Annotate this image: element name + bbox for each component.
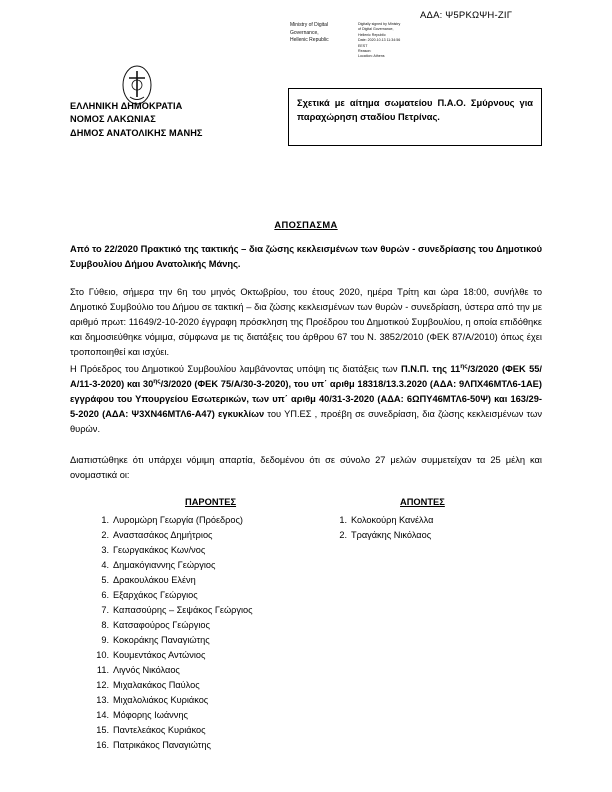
list-item-label: Δημακόγιαννης Γεώργιος (113, 560, 216, 570)
list-item-label: Λιγνός Νικόλαος (113, 665, 180, 675)
list-item (92, 663, 322, 678)
list-item (92, 738, 322, 753)
ada-code: ΑΔΑ: Ψ5ΡΚΩΨΗ-ΖΙΓ (420, 10, 513, 21)
list-item-number: 16. (96, 740, 109, 750)
list-item-label: Παντελεάκος Κυριάκος (113, 725, 206, 735)
text-run: του ΥΠ.ΕΣ , προέβη σε συνεδρίαση, δια ζώσης κεκλεισμένων των θυρών. (70, 409, 542, 435)
paragraph-legal-basis (70, 362, 542, 437)
list-item-number: 2. (339, 530, 347, 540)
list-item-number: 1. (101, 515, 109, 525)
signature-authority-line: Ministry of Digital (290, 22, 329, 28)
list-item-label: Αναστασάκος Δημήτριος (113, 530, 213, 540)
list-item (92, 588, 322, 603)
subject-box: Σχετικά με αίτημα σωματείου Π.Α.Ο. Σμύρνους για παραχώρηση σταδίου Πετρίνας. (288, 88, 542, 146)
list-item (92, 633, 322, 648)
authority-block (70, 100, 290, 140)
text-run: ης (153, 378, 161, 386)
list-item-label: Λυρομώρη Γεωργία (Πρόεδρος) (113, 515, 243, 525)
list-item-label: Εξαρχάκος Γεώργιος (113, 590, 198, 600)
list-item (92, 543, 322, 558)
absent-list (330, 513, 530, 543)
list-item-label: Γεωργακάκος Κων/νος (113, 545, 206, 555)
absent-header: ΑΠΟΝΤΕΣ (400, 497, 445, 507)
excerpt-title: ΑΠΟΣΠΑΣΜΑ (274, 220, 338, 230)
list-item (92, 528, 322, 543)
signature-detail-line: Digitally signed by Ministry (358, 22, 401, 26)
present-header: ΠΑΡΟΝΤΕΣ (185, 497, 237, 507)
list-item (92, 693, 322, 708)
list-item-label: Καπασούρης – Σεψάκος Γεώργιος (113, 605, 253, 615)
list-item-number: 5. (101, 575, 109, 585)
list-item-number: 6. (101, 590, 109, 600)
list-item-number: 9. (101, 635, 109, 645)
list-item (92, 513, 322, 528)
list-item (92, 603, 322, 618)
paragraph-session-details: Στο Γύθειο, σήμερα την 6η του μηνός Οκτωβρίου, του έτους 2020, ημέρα Τρίτη και ώρα 18:00, συνήλθε το Δημοτικό Συμβούλιο του Δήμου σε τακτική – δια ζώσης κεκλεισμένων των θυρών - συνεδρίαση, ύστερα από την με αριθμό πρωτ: 11649/2-10-2020 έγγραφη πρόσκληση της Προέδρου του Δημοτικού Συμβουλίου, η οποία επιδόθηκε και δημοσιεύθηκε νόμιμα, σύμφωνα με τις διατάξεις του άρθρου 67 του Ν. 3852/2010 (ΦΕΚ 87/Α/2010) όπως έχει τροποποιηθεί και ισχύει. (70, 287, 542, 358)
list-item-number: 2. (101, 530, 109, 540)
list-item-label: Πατρικάκος Παναγιώτης (113, 740, 211, 750)
list-item-label: Κουμεντάκος Αντώνιος (113, 650, 206, 660)
signature-detail-line: Hellenic Republic (358, 32, 386, 37)
list-item-number: 11. (96, 665, 109, 675)
text-run: Η Πρόεδρος του Δημοτικού Συμβουλίου λαμβάνοντας υπόψη τις διατάξεις των (70, 364, 401, 375)
list-item (330, 528, 530, 543)
list-item (92, 618, 322, 633)
digital-signature-header (290, 22, 470, 60)
signature-detail-line: of Digital Governance, (358, 27, 394, 32)
present-list (92, 513, 322, 753)
list-item-label: Δρακουλάκου Ελένη (113, 575, 196, 585)
list-item (92, 648, 322, 663)
list-item-number: 7. (101, 605, 109, 615)
authority-line: ΔΗΜΟΣ ΑΝΑΤΟΛΙΚΗΣ ΜΑΝΗΣ (70, 127, 203, 138)
list-item-label: Μιχαλολιάκος Κυριάκος (113, 695, 209, 705)
text-run: ης (460, 363, 468, 370)
text-run: /3/2020 (ΦΕΚ 55/Α/11-3-2020) και 30 (70, 364, 542, 390)
list-item-number: 15. (96, 725, 109, 735)
list-item (92, 558, 322, 573)
list-item-label: Τραγάκης Νικόλαος (351, 530, 432, 540)
list-item-number: 3. (101, 545, 109, 555)
signature-detail-line: Location: Athens (358, 54, 385, 59)
authority-line: ΝΟΜΟΣ ΛΑΚΩΝΙΑΣ (70, 114, 156, 125)
list-item (92, 573, 322, 588)
signature-detail-line: Date: 2020.10.13 11:34:56 (358, 38, 401, 43)
list-item-label: Μόφορης Ιωάννης (113, 710, 188, 720)
signature-details (358, 22, 468, 60)
text-run: /3/2020 (ΦΕΚ 75/Α/30-3-2020), του υπ΄ αριθμ 18318/13.3.2020 (ΑΔΑ: 9ΛΠΧ46ΜΤΛ6-1ΑΕ) εγγράφου του Υπουργείου Εσωτερικών, των υπ΄ αριθμ 40/31-3-2020 (ΑΔΑ: 6ΩΠΥ46ΜΤΛ6-50Ψ) και 163/29-5-2020 (ΑΔΑ: Ψ3ΧΝ46ΜΤΛ6-Α47) εγκυκλίων (70, 379, 542, 420)
signature-detail-line: Reason: (358, 48, 372, 53)
signature-authority-line: Governance, (290, 29, 319, 36)
list-item-number: 13. (96, 695, 109, 705)
list-item-number: 1. (339, 515, 347, 525)
list-item-number: 14. (96, 710, 109, 720)
signature-authority (290, 22, 352, 60)
paragraph-source: Από το 22/2020 Πρακτικό της τακτικής – δια ζώσης κεκλεισμένων των θυρών - συνεδρίασης του Δημοτικού Συμβουλίου Δήμου Ανατολικής Μάνης. (70, 244, 542, 270)
list-item (330, 513, 530, 528)
paragraph-quorum: Διαπιστώθηκε ότι υπάρχει νόμιμη απαρτία, δεδομένου ότι σε σύνολο 27 μελών συμμετείχαν τα 25 μέλη και ονομαστικά οι: (70, 455, 542, 481)
signature-authority-line: Hellenic Republic (290, 37, 329, 43)
list-item-label: Κοκοράκης Παναγιώτης (113, 635, 210, 645)
list-item (92, 678, 322, 693)
list-item-number: 10. (96, 650, 109, 660)
list-item-number: 4. (101, 560, 109, 570)
text-run: Π.Ν.Π. της 11 (401, 364, 461, 375)
authority-line: ΕΛΛΗΝΙΚΗ ΔΗΜΟΚΡΑΤΙΑ (70, 101, 183, 111)
list-item-label: Κατσαφούρος Γεώργιος (113, 620, 210, 630)
list-item-number: 8. (101, 620, 109, 630)
list-item-label: Κολοκούρη Κανέλλα (351, 515, 434, 525)
list-item-number: 12. (96, 680, 109, 690)
list-item-label: Μιχαλακάκος Παύλος (113, 680, 200, 690)
list-item (92, 723, 322, 738)
signature-detail-line: EEST (358, 43, 368, 48)
list-item (92, 708, 322, 723)
